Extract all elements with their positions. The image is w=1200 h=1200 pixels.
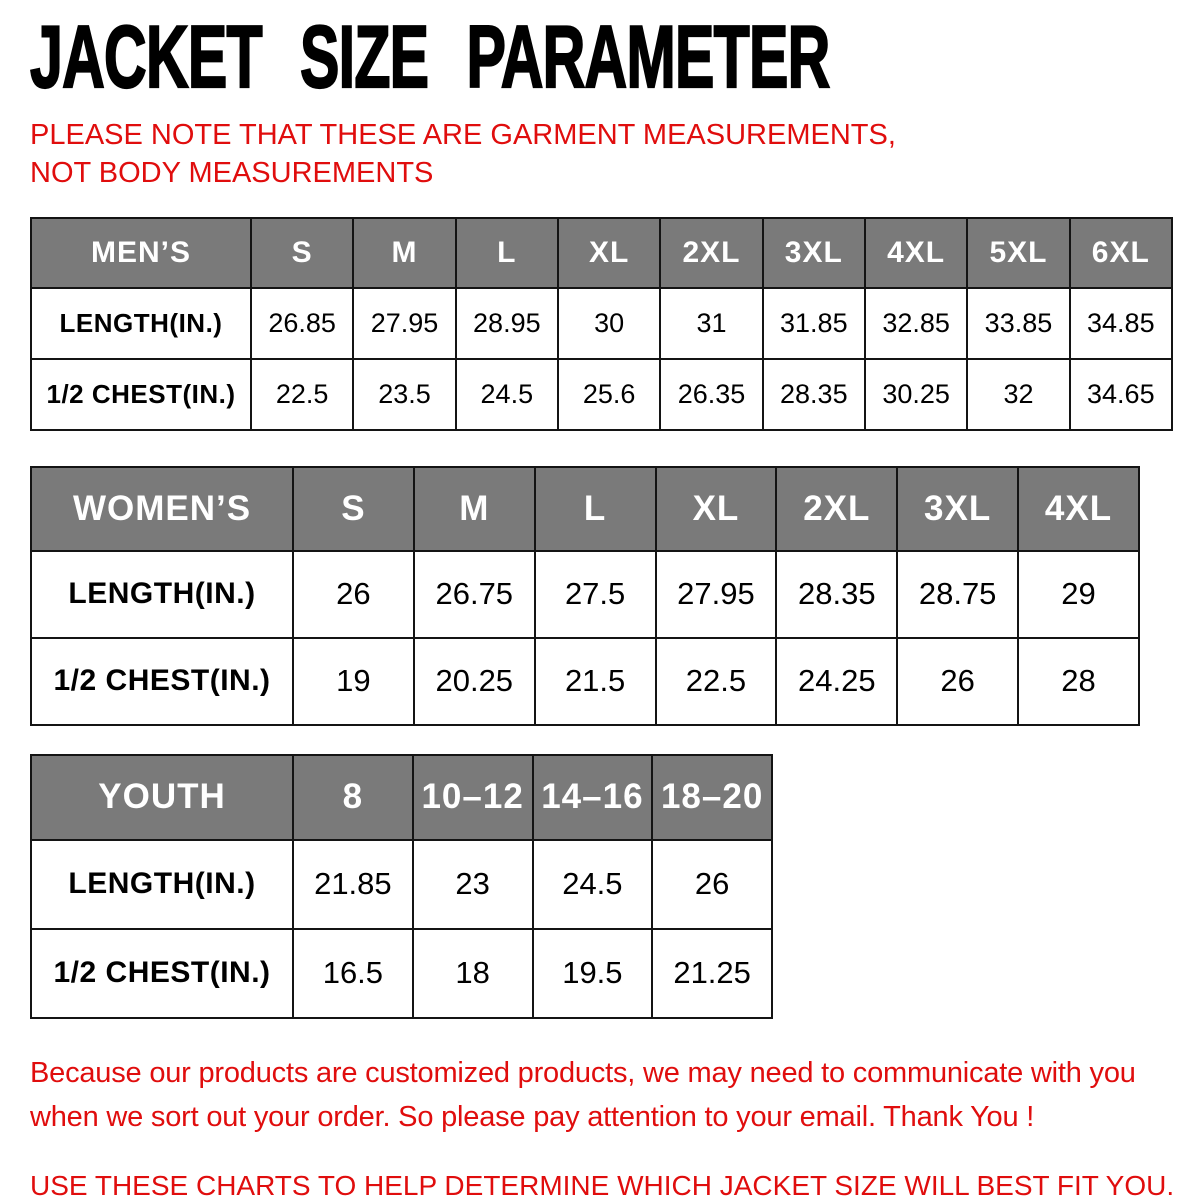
value-cell: 24.25 (776, 638, 897, 725)
mens-size-header: L (456, 218, 558, 288)
value-cell: 28.75 (897, 551, 1018, 638)
value-cell: 28.95 (456, 288, 558, 359)
value-cell: 16.5 (293, 929, 413, 1018)
youth-size-header: 10–12 (413, 755, 533, 840)
youth-size-header: 8 (293, 755, 413, 840)
womens-size-header: 4XL (1018, 467, 1139, 551)
row-label: LENGTH(IN.) (31, 840, 293, 929)
youth-size-header: 14–16 (533, 755, 653, 840)
womens-size-header: 3XL (897, 467, 1018, 551)
womens-header-row (31, 467, 1139, 551)
value-cell: 26 (293, 551, 414, 638)
value-cell: 30 (558, 288, 660, 359)
youth-header-row (31, 755, 772, 840)
mens-size-header: S (251, 218, 353, 288)
mens-table-row (31, 288, 1172, 359)
mens-table-title: MEN’S (31, 218, 251, 288)
value-cell: 29 (1018, 551, 1139, 638)
value-cell: 27.95 (353, 288, 455, 359)
value-cell: 31 (660, 288, 762, 359)
youth-size-header: 18–20 (652, 755, 772, 840)
mens-size-header: M (353, 218, 455, 288)
value-cell: 23.5 (353, 359, 455, 430)
value-cell: 26.35 (660, 359, 762, 430)
value-cell: 19.5 (533, 929, 653, 1018)
value-cell: 28.35 (763, 359, 865, 430)
value-cell: 31.85 (763, 288, 865, 359)
value-cell: 18 (413, 929, 533, 1018)
value-cell: 27.5 (535, 551, 656, 638)
value-cell: 22.5 (656, 638, 777, 725)
value-cell: 30.25 (865, 359, 967, 430)
value-cell: 28 (1018, 638, 1139, 725)
youth-size-table (30, 754, 773, 1019)
mens-size-header: 4XL (865, 218, 967, 288)
row-label: 1/2 CHEST(IN.) (31, 359, 251, 430)
value-cell: 19 (293, 638, 414, 725)
mens-header-row (31, 218, 1172, 288)
value-cell: 28.35 (776, 551, 897, 638)
womens-size-header: S (293, 467, 414, 551)
value-cell: 21.25 (652, 929, 772, 1018)
mens-size-header: 6XL (1070, 218, 1172, 288)
value-cell: 20.25 (414, 638, 535, 725)
womens-size-header: M (414, 467, 535, 551)
value-cell: 32.85 (865, 288, 967, 359)
value-cell: 24.5 (456, 359, 558, 430)
mens-size-header: XL (558, 218, 660, 288)
value-cell: 26 (897, 638, 1018, 725)
value-cell: 25.6 (558, 359, 660, 430)
footer-usage-note: USE THESE CHARTS TO HELP DETERMINE WHICH JACKET SIZE WILL BEST FIT YOU. (30, 1170, 1175, 1200)
row-label: 1/2 CHEST(IN.) (31, 638, 293, 725)
size-chart-page (0, 8, 1200, 1200)
value-cell: 24.5 (533, 840, 653, 929)
value-cell: 34.65 (1070, 359, 1172, 430)
value-cell: 21.5 (535, 638, 656, 725)
value-cell: 26.85 (251, 288, 353, 359)
value-cell: 26.75 (414, 551, 535, 638)
row-label: 1/2 CHEST(IN.) (31, 929, 293, 1018)
value-cell: 23 (413, 840, 533, 929)
womens-size-header: XL (656, 467, 777, 551)
womens-table-row (31, 551, 1139, 638)
value-cell: 32 (967, 359, 1069, 430)
value-cell: 34.85 (1070, 288, 1172, 359)
youth-table-row (31, 840, 772, 929)
womens-size-header: 2XL (776, 467, 897, 551)
womens-table-title: WOMEN’S (31, 467, 293, 551)
womens-size-header: L (535, 467, 656, 551)
value-cell: 33.85 (967, 288, 1069, 359)
youth-table-title: YOUTH (31, 755, 293, 840)
row-label: LENGTH(IN.) (31, 288, 251, 359)
womens-size-table (30, 466, 1140, 726)
youth-table-row (31, 929, 772, 1018)
womens-table-row (31, 638, 1139, 725)
value-cell: 21.85 (293, 840, 413, 929)
page-title (30, 8, 1200, 107)
row-label: LENGTH(IN.) (31, 551, 293, 638)
mens-size-header: 3XL (763, 218, 865, 288)
garment-measurement-note: PLEASE NOTE THAT THESE ARE GARMENT MEASUREMENTS, NOT BODY MEASUREMENTS (30, 119, 896, 190)
mens-size-table (30, 217, 1173, 431)
value-cell: 26 (652, 840, 772, 929)
mens-size-header: 5XL (967, 218, 1069, 288)
value-cell: 22.5 (251, 359, 353, 430)
footer-custom-order-note: Because our products are customized products, we may need to communicate with you when we sort out your order. So please pay attention to your email. Thank You ! (30, 1056, 1136, 1134)
page-title-text: JACKET SIZE PARAMETER (30, 8, 830, 107)
mens-size-header: 2XL (660, 218, 762, 288)
mens-table-row (31, 359, 1172, 430)
value-cell: 27.95 (656, 551, 777, 638)
